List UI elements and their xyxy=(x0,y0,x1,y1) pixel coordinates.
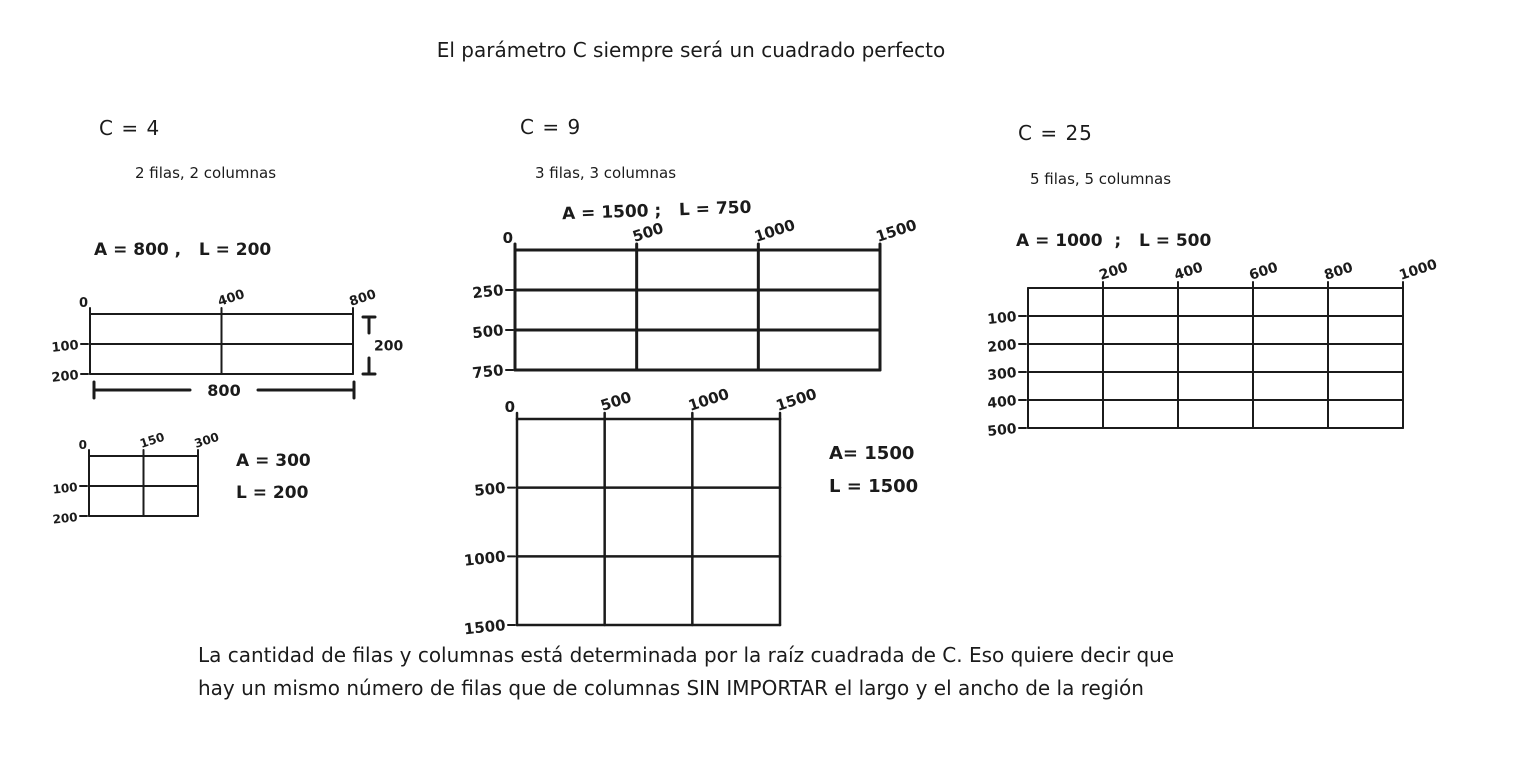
grid-c9-square-length-label: L = 1500 xyxy=(829,476,919,497)
x-axis-label: 1500 xyxy=(873,215,919,246)
x-axis-label: 600 xyxy=(1247,259,1281,284)
y-axis-label: 400 xyxy=(986,393,1018,413)
y-axis-label: 200 xyxy=(51,510,79,527)
footer-note-line2: hay un mismo número de filas que de columnas SIN IMPORTAR el largo y el ancho de la región xyxy=(198,676,1144,700)
y-axis-label: 100 xyxy=(986,309,1018,329)
section-c25-dimensions: A = 1000 ; L = 500 xyxy=(1016,231,1212,251)
x-axis-label: 400 xyxy=(216,287,247,310)
x-axis-label: 1000 xyxy=(752,215,798,246)
y-axis-label: 500 xyxy=(986,421,1018,441)
grid-c4-small-length-label: L = 200 xyxy=(236,483,309,503)
y-axis-label: 300 xyxy=(986,365,1018,385)
y-axis-label: 100 xyxy=(50,338,80,356)
x-axis-label: 1000 xyxy=(686,384,732,415)
x-axis-label: 500 xyxy=(598,388,634,415)
section-c9-dimensions: A = 1500 ; L = 750 xyxy=(561,197,752,225)
y-axis-label: 500 xyxy=(473,478,507,500)
section-c4-dimensions: A = 800 , L = 200 xyxy=(94,240,272,260)
x-axis-label: 800 xyxy=(347,287,379,310)
y-axis-label: 250 xyxy=(471,281,505,303)
section-c4-subtitle: 2 filas, 2 columnas xyxy=(135,164,277,182)
x-axis-label: 0 xyxy=(78,438,87,452)
section-c25-subtitle: 5 filas, 5 columnas xyxy=(1030,170,1172,188)
x-axis-label: 300 xyxy=(192,429,221,451)
y-axis-label: 1500 xyxy=(463,616,507,639)
y-axis-label: 500 xyxy=(471,321,505,343)
y-axis-label: 200 xyxy=(50,368,80,386)
footer-note-line1: La cantidad de filas y columnas está determinada por la raíz cuadrada de C. Eso quiere decir que xyxy=(198,643,1175,667)
y-axis-label: 1000 xyxy=(463,547,507,570)
section-c4-heading: C = 4 xyxy=(99,116,161,140)
x-axis-label: 1500 xyxy=(773,384,819,415)
section-c25-heading: C = 25 xyxy=(1018,121,1093,145)
y-axis-label: 100 xyxy=(51,480,79,497)
x-axis-label: 0 xyxy=(78,296,88,311)
dimension-label: 200 xyxy=(374,338,404,355)
x-axis-label: 400 xyxy=(1172,259,1206,284)
section-c9-subtitle: 3 filas, 3 columnas xyxy=(535,164,677,182)
x-axis-label: 1000 xyxy=(1397,256,1440,284)
x-axis-label: 500 xyxy=(630,219,666,246)
dimension-label: 800 xyxy=(207,381,241,400)
section-c9-heading: C = 9 xyxy=(520,115,582,139)
x-axis-label: 0 xyxy=(502,229,513,247)
grid-c9-square-area-label: A= 1500 xyxy=(829,443,915,464)
x-axis-label: 800 xyxy=(1322,259,1356,284)
x-axis-label: 200 xyxy=(1097,259,1131,284)
y-axis-label: 200 xyxy=(986,337,1018,357)
y-axis-label: 750 xyxy=(471,361,505,383)
grid-c4-small-area-label: A = 300 xyxy=(236,451,311,471)
page-title: El parámetro C siempre será un cuadrado perfecto xyxy=(436,38,946,62)
x-axis-label: 0 xyxy=(504,398,515,416)
x-axis-label: 150 xyxy=(138,429,167,451)
